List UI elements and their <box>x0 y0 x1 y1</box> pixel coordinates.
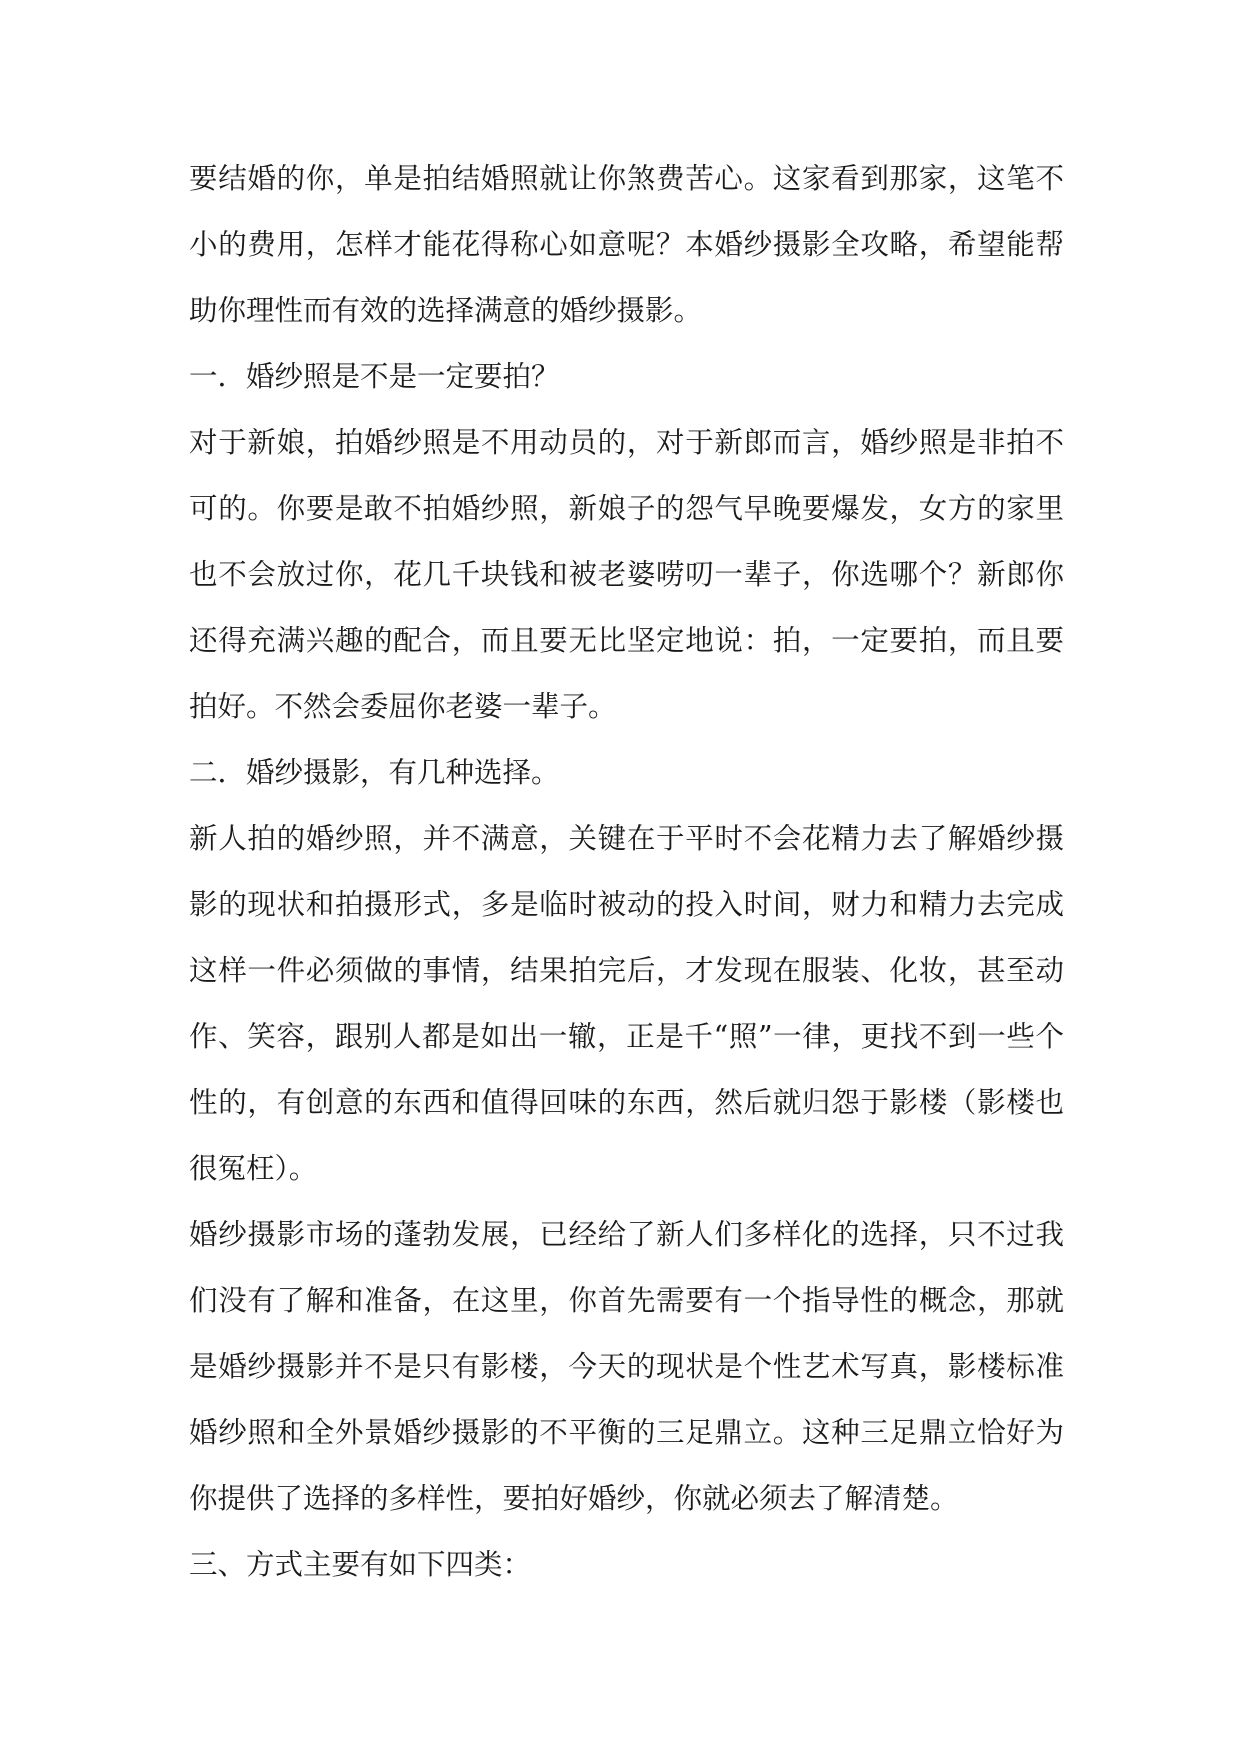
section-2-paragraph-2: 婚纱摄影市场的蓬勃发展，已经给了新人们多样化的选择，只不过我们没有了解和准备，在这里，你首先需要有一个指导性的概念，那就是婚纱摄影并不是只有影楼，今天的现状是个性艺术写真，影楼标准婚纱照和全外景婚纱摄影的不平衡的三足鼎立。这种三足鼎立恰好为你提供了选择的多样性，要拍好婚纱，你就必须去了解清楚。 <box>189 1218 1064 1515</box>
intro-paragraph: 要结婚的你，单是拍结婚照就让你煞费苦心。这家看到那家，这笔不小的费用，怎样才能花得称心如意呢？本婚纱摄影全攻略，希望能帮助你理性而有效的选择满意的婚纱摄影。 <box>189 162 1064 327</box>
section-2-paragraph-1: 新人拍的婚纱照，并不满意，关键在于平时不会花精力去了解婚纱摄影的现状和拍摄形式，多是临时被动的投入时间，财力和精力去完成这样一件必须做的事情，结果拍完后，才发现在服装、化妆，甚至动作、笑容，跟别人都是如出一辙，正是千“照”一律，更找不到一些个性的，有创意的东西和值得回味的东西，然后就归怨于影楼（影楼也很冤枉）。 <box>189 822 1064 1185</box>
section-heading-1: 一．婚纱照是不是一定要拍？ <box>189 360 560 393</box>
section-1-paragraph: 对于新娘，拍婚纱照是不用动员的，对于新郎而言，婚纱照是非拍不可的。你要是敢不拍婚纱照，新娘子的怨气早晚要爆发，女方的家里也不会放过你，花几千块钱和被老婆唠叨一辈子，你选哪个？新郎你还得充满兴趣的配合，而且要无比坚定地说：拍，一定要拍，而且要拍好。不然会委屈你老婆一辈子。 <box>189 426 1064 723</box>
section-heading-3: 三、方式主要有如下四类： <box>189 1548 532 1581</box>
section-heading-2: 二．婚纱摄影，有几种选择。 <box>189 756 560 789</box>
document-body <box>189 146 1064 1598</box>
